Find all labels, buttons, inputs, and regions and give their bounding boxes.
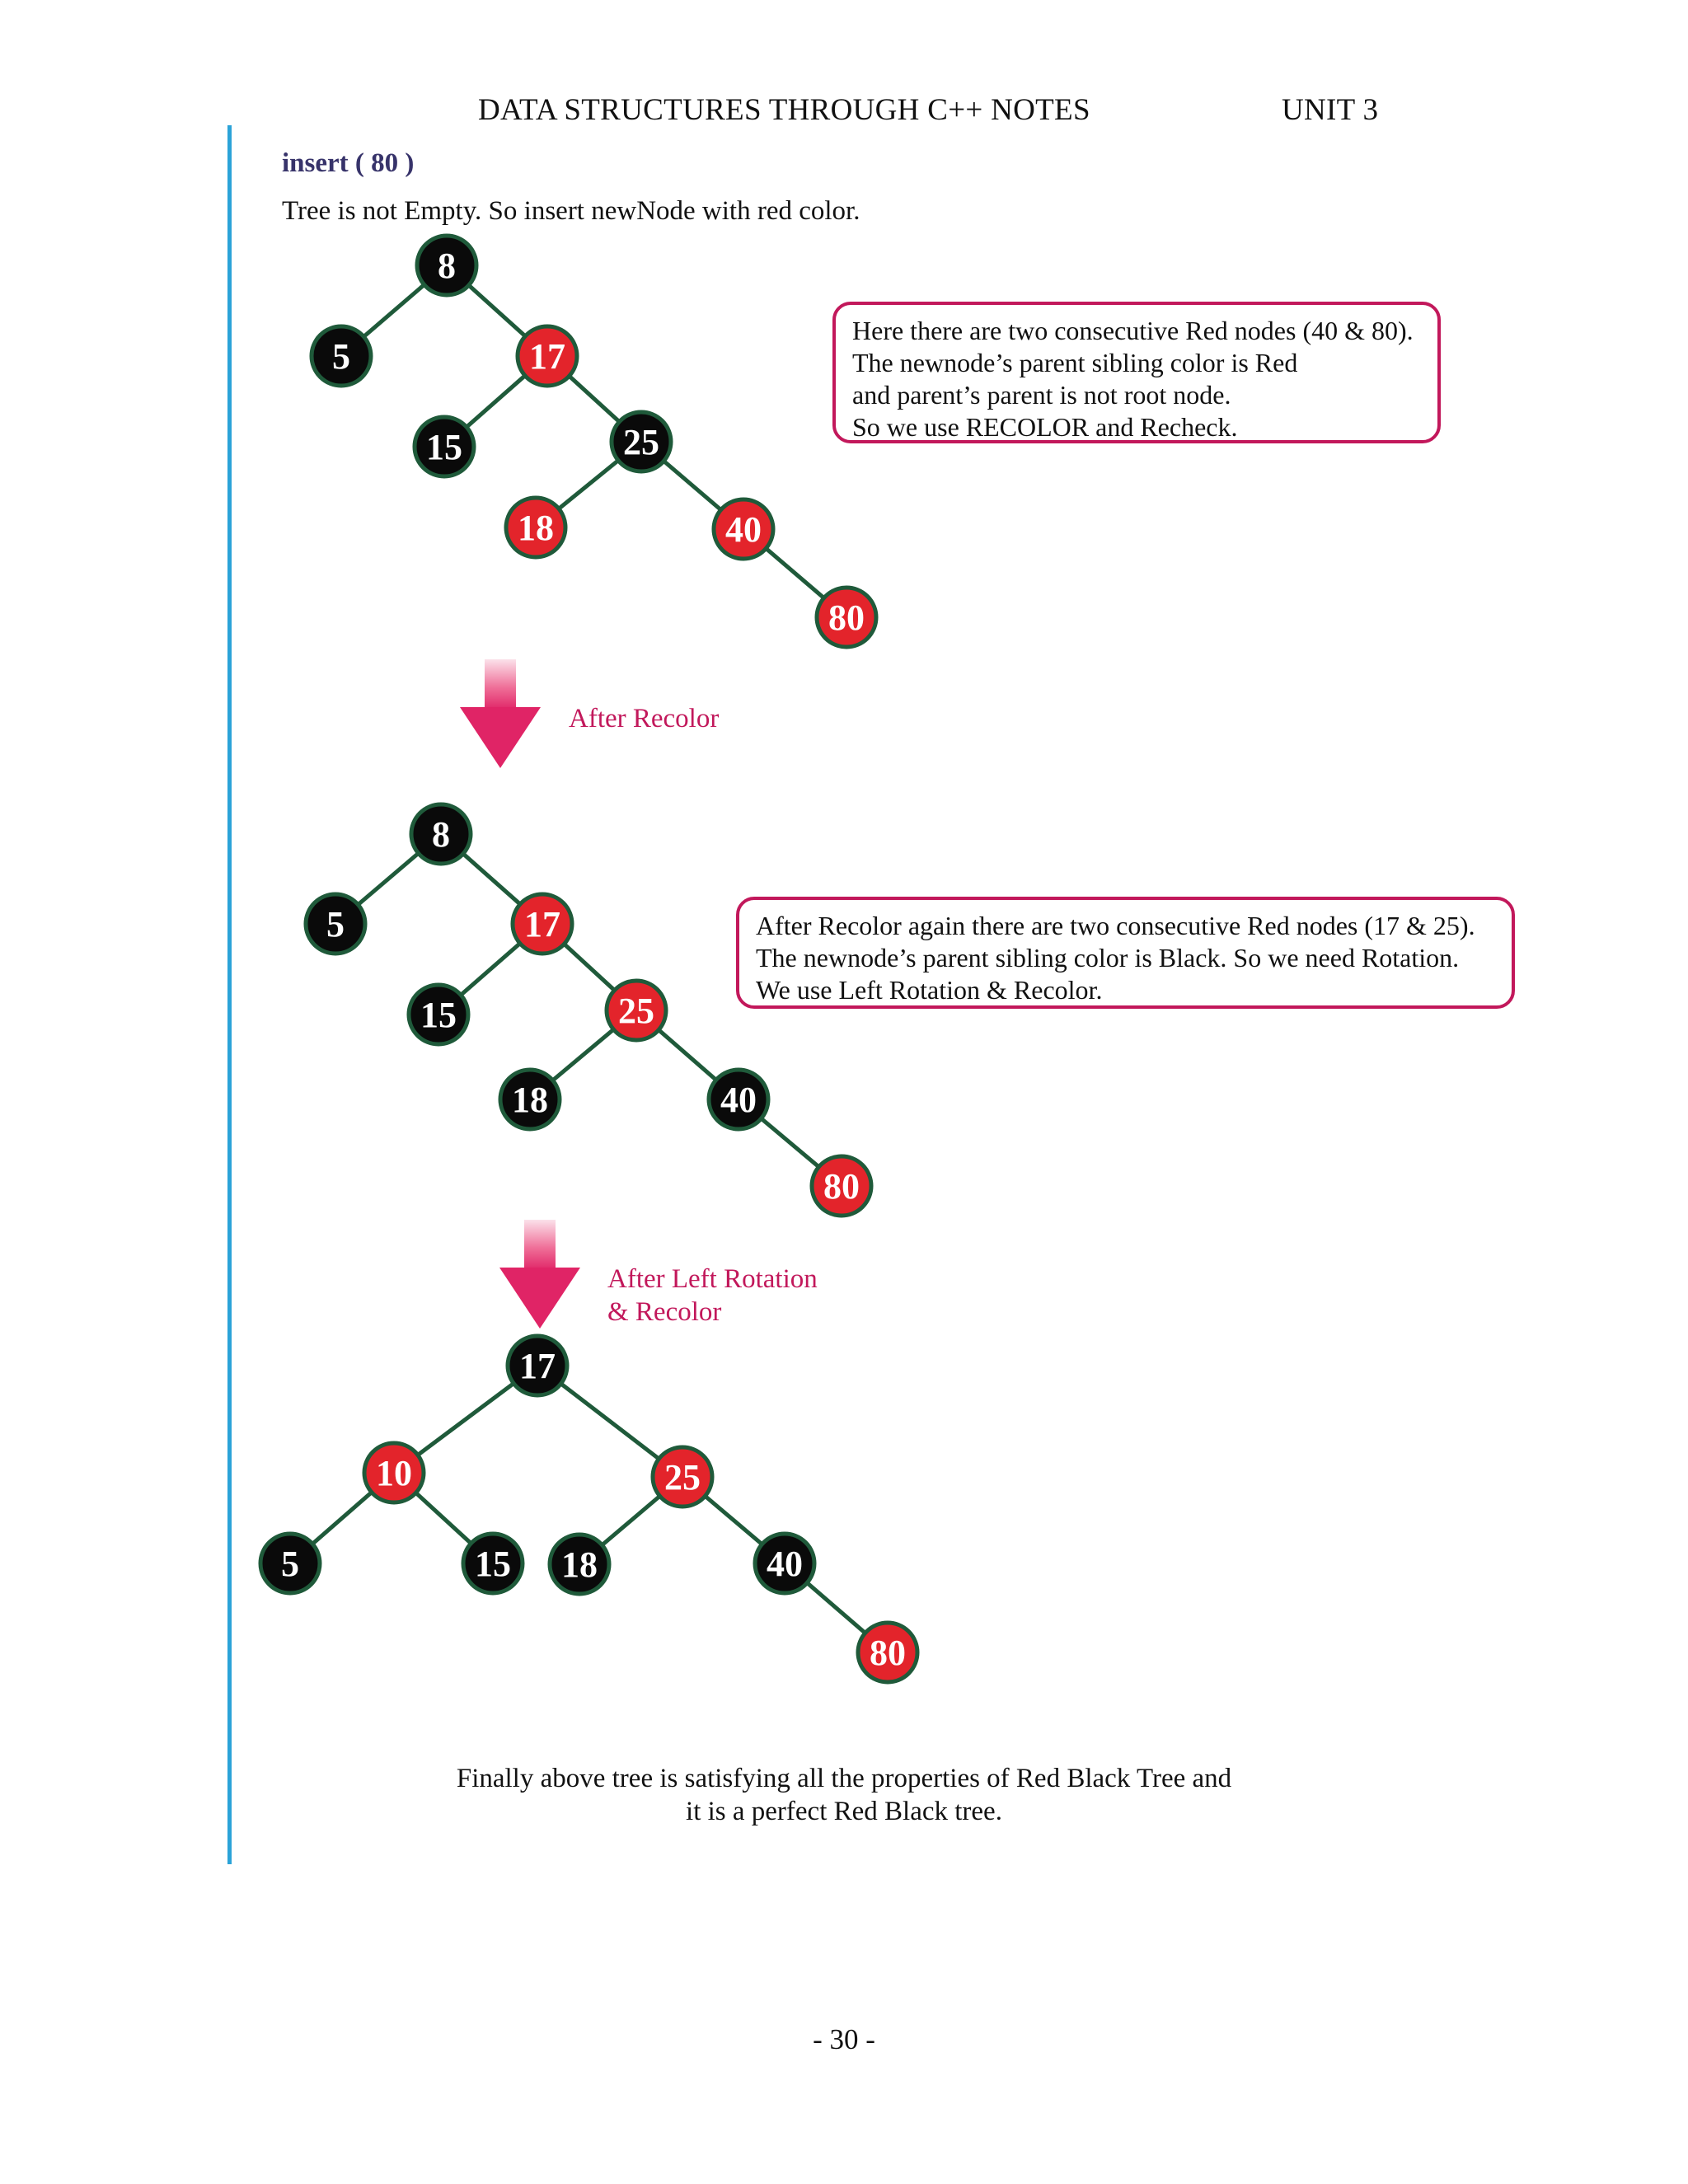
note-line: Here there are two consecutive Red nodes (40 & 80). (852, 316, 1414, 345)
node-key-label: 18 (518, 508, 554, 548)
tree-node-17 (518, 326, 577, 386)
conclusion-line-2: it is a perfect Red Black tree. (686, 1797, 1002, 1826)
tree-node-17 (508, 1336, 567, 1395)
note-line: The newnode’s parent sibling color is Red (852, 348, 1298, 377)
node-key-label: 18 (561, 1544, 598, 1585)
tree-2 (306, 804, 871, 1216)
node-key-label: 17 (529, 336, 565, 377)
tree-node-5 (260, 1534, 320, 1593)
page-header-title: DATA STRUCTURES THROUGH C++ NOTES (478, 93, 1090, 127)
note-line: and parent’s parent is not root node. (852, 380, 1231, 410)
node-key-label: 80 (823, 1166, 860, 1207)
tree-node-18 (506, 498, 565, 557)
node-key-label: 40 (767, 1544, 803, 1584)
tree-1 (312, 236, 876, 647)
tree-node-25 (612, 412, 671, 471)
node-key-label: 15 (475, 1544, 511, 1584)
node-key-label: 15 (426, 427, 462, 467)
node-key-label: 80 (828, 598, 865, 638)
arrow-label-rotation-line2: & Recolor (607, 1297, 722, 1327)
node-key-label: 25 (623, 422, 659, 462)
tree-node-80 (858, 1623, 917, 1682)
tree-3 (260, 1336, 917, 1682)
intro-text: Tree is not Empty. So insert newNode with red color. (282, 196, 860, 226)
tree-node-18 (550, 1535, 609, 1594)
tree-node-17 (513, 894, 572, 954)
page-header-unit: UNIT 3 (1282, 93, 1379, 127)
tree-node-25 (607, 981, 666, 1040)
tree-node-18 (500, 1070, 560, 1129)
node-key-label: 18 (512, 1080, 548, 1120)
note-line: The newnode’s parent sibling color is Black. So we need Rotation. (756, 943, 1460, 972)
arrow-label-rotation-line1: After Left Rotation (607, 1264, 818, 1294)
tree-node-10 (364, 1443, 424, 1502)
tree-node-40 (755, 1534, 814, 1593)
tree-node-80 (812, 1156, 871, 1216)
node-key-label: 80 (870, 1633, 906, 1673)
tree-node-40 (709, 1070, 768, 1129)
tree-node-15 (463, 1534, 523, 1593)
tree-node-25 (653, 1447, 712, 1507)
page-number: - 30 - (813, 2023, 875, 2055)
tree-node-40 (714, 499, 773, 559)
arrow-label-recolor: After Recolor (569, 704, 720, 733)
tree-node-15 (415, 417, 474, 476)
node-key-label: 17 (524, 904, 560, 944)
node-key-label: 25 (664, 1457, 701, 1497)
node-key-label: 8 (432, 814, 450, 855)
tree-node-15 (409, 985, 468, 1044)
conclusion-line-1: Finally above tree is satisfying all the properties of Red Black Tree and (456, 1764, 1232, 1793)
tree-node-5 (306, 894, 365, 954)
tree-node-8 (417, 236, 476, 295)
tree-node-5 (312, 326, 371, 386)
note-line: We use Left Rotation & Recolor. (756, 975, 1103, 1005)
node-key-label: 5 (332, 336, 350, 377)
node-key-label: 10 (376, 1453, 412, 1493)
node-key-label: 40 (720, 1080, 757, 1120)
section-title: insert ( 80 ) (282, 148, 415, 178)
node-key-label: 40 (725, 509, 762, 550)
tree-node-80 (817, 588, 876, 647)
note-line: After Recolor again there are two consecutive Red nodes (17 & 25). (756, 911, 1475, 940)
node-key-label: 8 (438, 246, 456, 286)
node-key-label: 5 (326, 904, 345, 944)
tree-node-8 (411, 804, 471, 864)
node-key-label: 15 (420, 995, 457, 1035)
down-arrow-icon (460, 659, 541, 768)
node-key-label: 17 (519, 1346, 556, 1386)
node-key-label: 25 (618, 991, 654, 1031)
down-arrow-icon (499, 1220, 580, 1329)
note-line: So we use RECOLOR and Recheck. (852, 412, 1238, 442)
node-key-label: 5 (281, 1544, 299, 1584)
